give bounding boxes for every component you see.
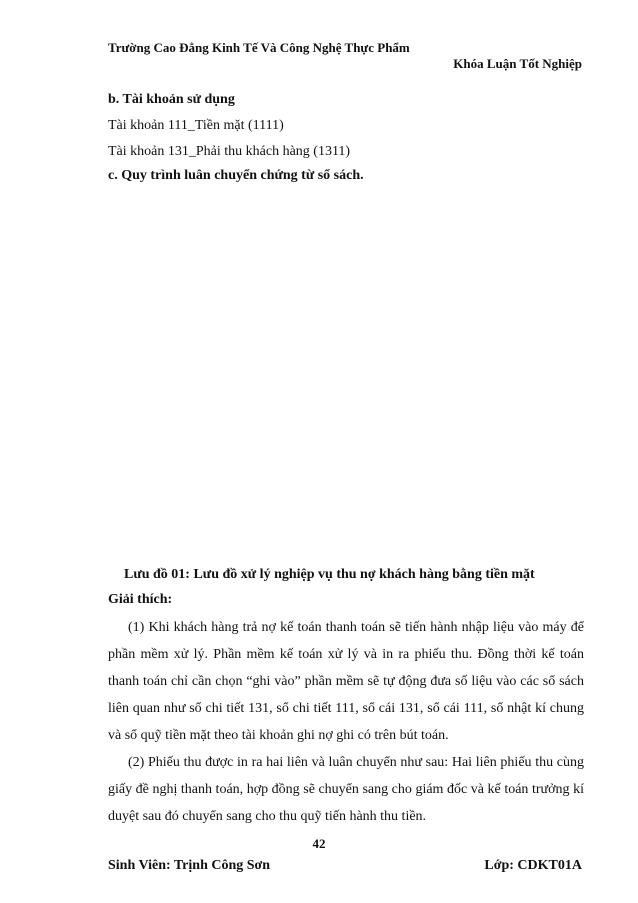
account-item-111: Tài khoản 111_Tiền mặt (1111) (108, 118, 284, 133)
account-item-131: Tài khoản 131_Phải thu khách hàng (1311) (108, 144, 351, 159)
explanation-body (108, 614, 584, 830)
figure-caption: Lưu đồ 01: Lưu đồ xử lý nghiệp vụ thu nợ khách hàng bằng tiền mặt (124, 567, 535, 582)
section-c-heading: c. Quy trình luân chuyển chứng từ sổ sách. (108, 168, 364, 183)
page-number: 42 (312, 836, 326, 851)
header-doc-type: Khóa Luận Tốt Nghiệp (453, 56, 582, 71)
explanation-paragraph-2: (2) Phiếu thu được in ra hai liên và luân chuyển như sau: Hai liên phiếu thu cùng giấy đề nghị thanh toán, hợp đồng sẽ chuyển sang cho giám đốc và kế toán trưởng kí duyệt sau đó chuyển sang cho thu quỹ tiến hành thu tiền. (108, 755, 584, 824)
explanation-heading: Giải thích: (108, 592, 173, 607)
explanation-paragraph-1: (1) Khi khách hàng trả nợ kế toán thanh toán sẽ tiến hành nhập liệu vào máy để phần mềm xử lý. Phần mềm kế toán xử lý và in ra phiếu thu. Đồng thời kế toán thanh toán chỉ cần chọn “ghi vào” phần mềm sẽ tự động đưa số liệu vào các sổ sách liên quan như sổ chi tiết 131, sổ chi tiết 111, sổ cái 131, sổ cái 111, sổ nhật kí chung và sổ quỹ tiền mặt theo tài khoản ghi nợ ghi có trên bút toán. (108, 620, 584, 743)
header-school: Trường Cao Đẳng Kinh Tế Và Công Nghệ Thực Phẩm (108, 40, 410, 55)
footer-class: Lớp: CDKT01A (484, 858, 582, 873)
section-b-heading: b. Tài khoản sử dụng (108, 92, 235, 107)
footer-student: Sinh Viên: Trịnh Công Sơn (108, 858, 271, 873)
